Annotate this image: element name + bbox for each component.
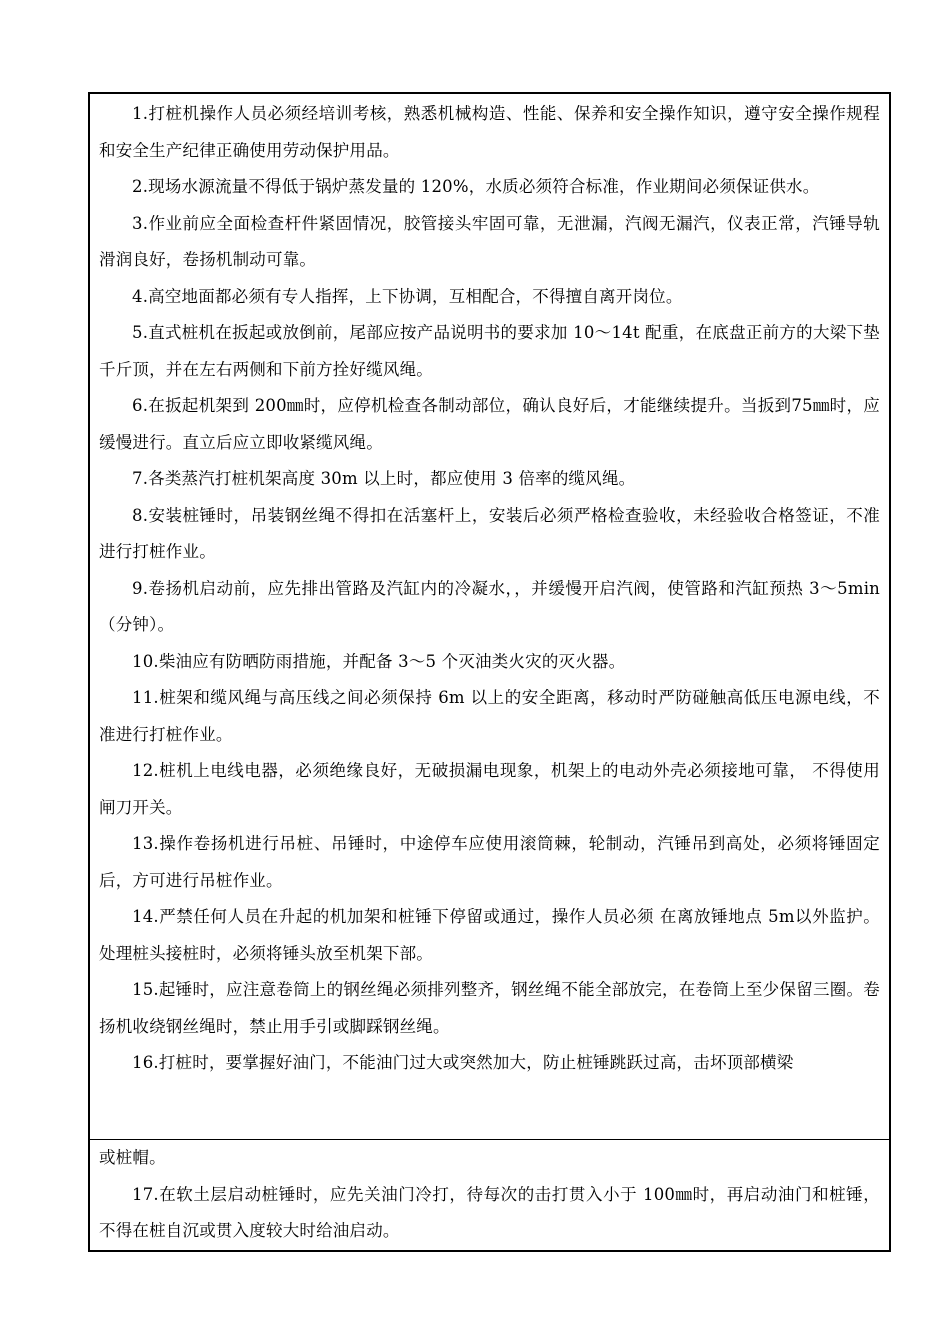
rule-item-10: 10.柴油应有防晒防雨措施，并配备 3～5 个灭油类火灾的灭火器。	[132, 651, 626, 671]
rule-item-11: 11.桩架和缆风绳与高压线之间必须保持 6m 以上的安全距离，移动时严防碰触高低压电源电线，不准进行打桩作业。	[99, 688, 880, 744]
rule-item-9: 9.卷扬机启动前，应先排出管路及汽缸内的冷凝水，，并缓慢开启汽阀，使管路和汽缸预热 3～5min（分钟）。	[99, 578, 880, 634]
safety-rules-table	[88, 92, 891, 1252]
rule-item-1: 1.打桩机操作人员必须经培训考核，熟悉机械构造、性能、保养和安全操作知识，遵守安全操作规程和安全生产纪律正确使用劳动保护用品。	[99, 104, 880, 160]
rule-item-17: 17.在软土层启动桩锤时，应先关油门冷打，待每次的击打贯入小于 100㎜时，再启动油门和桩锤，不得在桩自沉或贯入度较大时给油启动。	[99, 1184, 880, 1240]
rule-item-15: 15.起锤时，应注意卷筒上的钢丝绳必须排列整齐，钢丝绳不能全部放完，在卷筒上至少保留三圈。卷扬机收绕钢丝绳时，禁止用手引或脚踩钢丝绳。	[99, 980, 880, 1036]
rule-item-3: 3.作业前应全面检查杆件紧固情况，胶管接头牢固可靠，无泄漏，汽阀无漏汽，仪表正常，汽锤导轨滑润良好，卷扬机制动可靠。	[99, 213, 880, 269]
rule-item-4: 4.高空地面都必须有专人指挥，上下协调，互相配合，不得擅自离开岗位。	[132, 286, 683, 306]
rule-item-6: 6.在扳起机架到 200㎜时，应停机检查各制动部位，确认良好后，才能继续提升。当扳到75㎜时，应缓慢进行。直立后应立即收紧缆风绳。	[99, 396, 880, 452]
rule-item-13: 13.操作卷扬机进行吊桩、吊锤时，中途停车应使用滚筒棘，轮制动，汽锤吊到高处，必须将锤固定后，方可进行吊桩作业。	[99, 834, 880, 890]
rule-item-2: 2.现场水源流量不得低于锅炉蒸发量的 120%，水质必须符合标准，作业期间必须保证供水。	[132, 177, 820, 196]
rule-item-7: 7.各类蒸汽打桩机架高度 30m 以上时，都应使用 3 倍率的缆风绳。	[132, 469, 636, 488]
rule-item-14: 14.严禁任何人员在升起的机加架和桩锤下停留或通过，操作人员必须 在离放锤地点 5m以外监护。处理桩头接桩时，必须将锤头放至机架下部。	[99, 907, 880, 963]
rule-item-16-continued: 或桩帽。	[99, 1148, 166, 1167]
rules-cell-continued	[90, 1140, 889, 1250]
rule-item-8: 8.安装桩锤时，吊装钢丝绳不得扣在活塞杆上，安装后必须严格检查验收，未经验收合格签证，不准进行打桩作业。	[99, 505, 880, 561]
rule-item-16: 16.打桩时，要掌握好油门，不能油门过大或突然加大，防止桩锤跳跃过高，击坏顶部横梁	[132, 1053, 794, 1072]
rule-item-5: 5.直式桩机在扳起或放倒前，尾部应按产品说明书的要求加 10～14t 配重，在底盘正前方的大梁下垫千斤顶，并在左右两侧和下前方拴好缆风绳。	[99, 323, 880, 379]
rule-item-12: 12.桩机上电线电器，必须绝缘良好，无破损漏电现象，机架上的电动外壳必须接地可靠， 不得使用闸刀开关。	[99, 761, 880, 817]
rules-cell-main	[90, 94, 889, 1140]
